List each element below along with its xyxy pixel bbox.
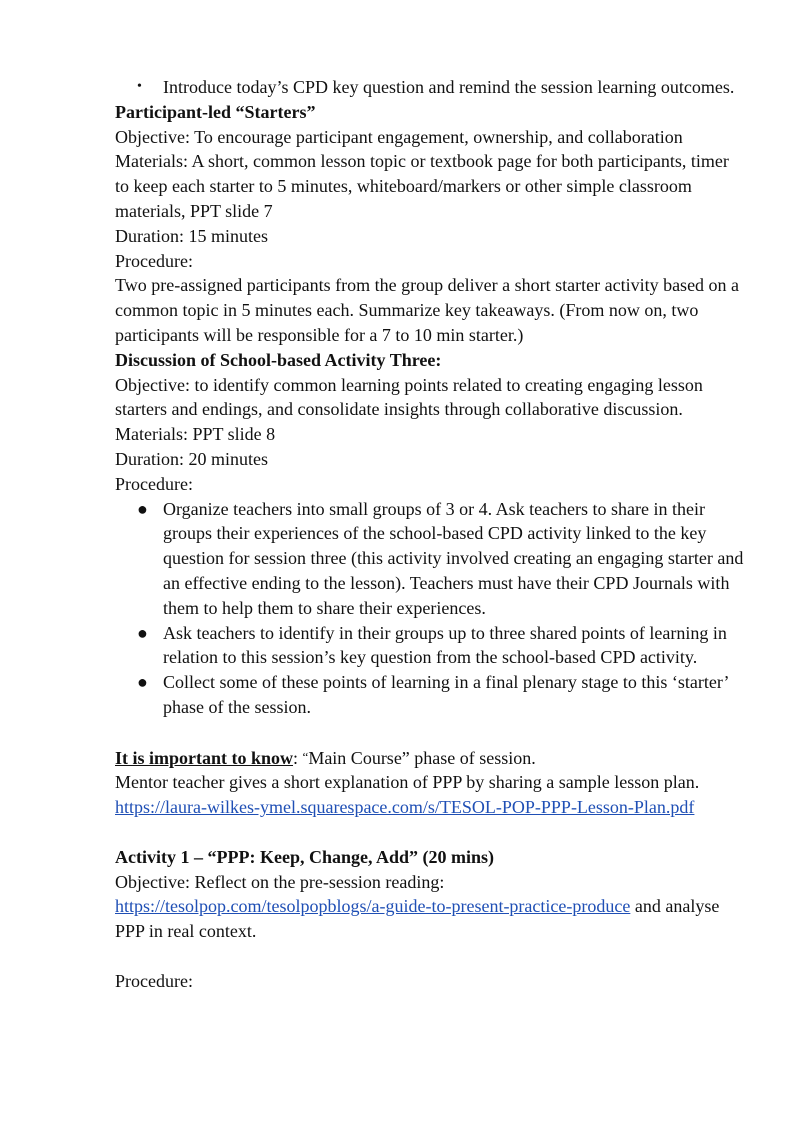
activity1-reading [115,894,745,944]
blank-line [115,720,745,745]
activity1-procedure-label: Procedure: [115,970,193,991]
discussion-bullet-text: Ask teachers to identify in their groups up to three shared points of learning in relation to this session’s key question from the school-based CPD activity. [163,622,727,668]
blank-line [115,820,745,845]
intro-bullet [115,75,745,100]
intro-bullet-text: Introduce today’s CPD key question and remind the session learning outcomes. [163,77,735,97]
discussion-bullet [115,670,745,720]
important-colon: : [293,747,303,768]
bullet-icon: ● [137,498,148,519]
discussion-bullet [115,497,745,621]
important-note [115,745,745,771]
discussion-bullet [115,621,745,671]
page-content [115,75,745,993]
starters-materials: Materials: A short, common lesson topic or textbook page for both participants, timer to keep each starter to 5 minutes, whiteboard/markers or other simple classroom materials, PPT slide 7 [115,151,729,221]
bullet-icon: ● [137,622,148,643]
bullet-icon: ● [137,672,148,693]
important-quote-mark: “ [302,748,309,764]
starters-duration: Duration: 15 minutes [115,225,268,246]
activity1-heading: Activity 1 – “PPP: Keep, Change, Add” (20 mins) [115,846,494,867]
important-line2: Mentor teacher gives a short explanation of PPP by sharing a sample lesson plan. [115,772,700,793]
discussion-duration: Duration: 20 minutes [115,448,268,469]
discussion-materials: Materials: PPT slide 8 [115,424,276,445]
bullet-icon: • [137,79,142,94]
activity1-after-link: and analyse PPP in real context. [115,896,720,942]
starters-objective: Objective: To encourage participant engagement, ownership, and collaboration [115,126,683,147]
discussion-bullet-text: Organize teachers into small groups of 3 or 4. Ask teachers to share in their groups their experiences of the school-based CPD activity linked to the key question for session three (this activity involved creating an engaging starter and an effective ending to the lesson). Teachers must have their CPD Journals with them to help them to share their experiences. [163,498,744,618]
discussion-procedure-label: Procedure: [115,473,193,494]
ppp-guide-link[interactable]: https://tesolpop.com/tesolpopblogs/a-guide-to-present-practice-produce [115,896,631,917]
activity1-objective: Objective: Reflect on the pre-session reading: [115,871,445,892]
blank-line [115,944,745,969]
starters-heading: Participant-led “Starters” [115,101,316,122]
important-label: It is important to know [115,747,294,768]
lesson-plan-link[interactable]: https://laura-wilkes-ymel.squarespace.com/s/TESOL-POP-PPP-Lesson-Plan.pdf [115,797,695,818]
important-text: Main Course” phase of session. [308,747,536,768]
starters-procedure-label: Procedure: [115,250,193,271]
discussion-bullet-text: Collect some of these points of learning in a final plenary stage to this ‘starter’ phase of the session. [163,672,729,717]
discussion-objective: Objective: to identify common learning points related to creating engaging lesson starters and endings, and consolidate insights through collaborative discussion. [115,374,703,420]
starters-procedure-text: Two pre-assigned participants from the group deliver a short starter activity based on a common topic in 5 minutes each. Summarize key takeaways. (From now on, two participants will be responsible for a 7 to 10 min starter.) [115,275,740,345]
discussion-heading: Discussion of School-based Activity Three: [115,349,442,370]
